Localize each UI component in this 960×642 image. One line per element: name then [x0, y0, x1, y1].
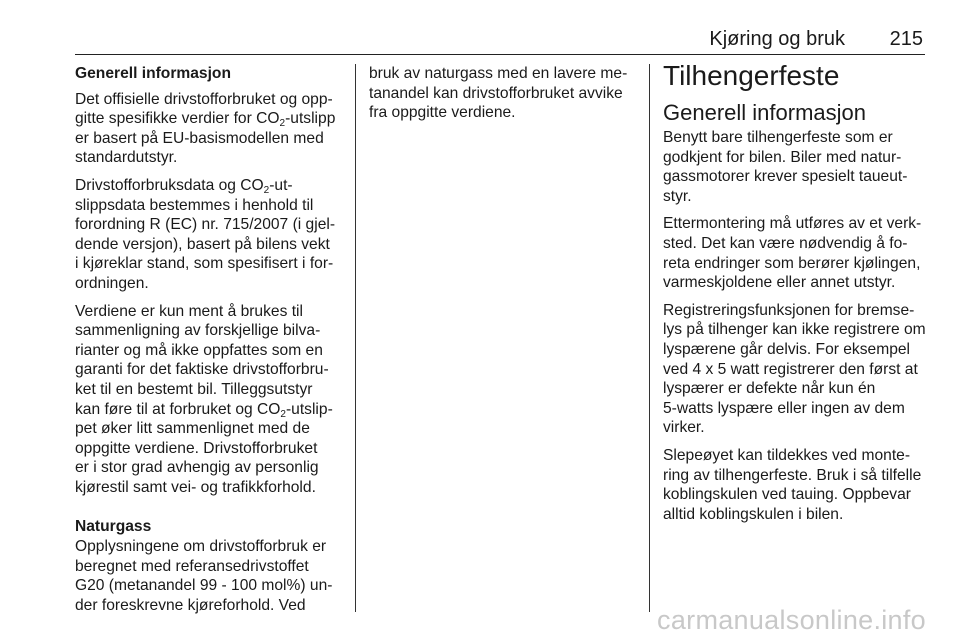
- paragraph-retrofit: Ettermontering må utføres av et verk- sted. Det kan være nødvendig å fo- reta endringer som berører kjølingen, varmeskjoldene eller annet utstyr.: [663, 215, 922, 292]
- paragraph-natural-gas: Opplysningene om drivstofforbruk er beregnet med referansedrivstoffet G20 (metanandel 99 - 100 mol%) un- der foreskrevne kjøreforhold. Ved: [75, 538, 333, 614]
- paragraph-consumption-data: Drivstofforbruksdata og $CO_2-ut-$ slippsdata bestemmes i henhold til forordning R (EC) nr. 715/2007 (i gjel- dende versjon), basert på bilens vekt i kjøreklar stand, som spesifisert i for- ordningen.: [75, 176, 336, 292]
- paragraph-values-comparison: Verdiene er kun ment å brukes til sammenligning av forskjellige bilva- rianter og må ikke oppfattes som en garanti for det faktiske drivstofforbru- ket til en bestemt bil. Tilleggsutstyr kan føre til at forbruket og $CO_2-utslip-$ pet øker litt sammenlignet med de oppgitte verdiene. Drivstofforbruket er i stor grad avhengig av personlig kjørestil samt vei- og trafikkforhold.: [75, 302, 333, 496]
- paragraph-approved-hitch: Benytt bare tilhengerfeste som er godkjent for bilen. Biler med natur- gassmotorer krever spesielt taueut- styr.: [663, 129, 908, 205]
- subheading-general-info: Generell informasjon: [663, 100, 866, 125]
- column-right: [663, 60, 928, 532]
- watermark-text: carmanualsonline.info: [657, 605, 926, 635]
- column-divider: [649, 64, 650, 612]
- paragraph-towing-eye: Slepeøyet kan tildekkes ved monte- ring av tilhengerfeste. Bruk i så tilfelle koblingskulen ved tauing. Oppbevar alltid koblingskulen i bilen.: [663, 446, 922, 523]
- paragraph-natural-gas-continued: bruk av naturgass med en lavere me- tanandel kan drivstofforbruket avvike fra oppgitte verdiene.: [369, 65, 628, 122]
- page-header: [75, 26, 925, 55]
- section-heading-trailer-hitch: Tilhengerfeste: [663, 60, 840, 91]
- page-number: 215: [889, 28, 923, 50]
- paragraph-official-consumption: Det offisielle drivstofforbruket og opp- gitte spesifikke verdier for $CO_2$-utslipp er basert på EU-basismodellen med standardutstyr.: [75, 90, 336, 167]
- column-middle: [369, 64, 637, 131]
- column-divider: [355, 64, 356, 612]
- heading-natural-gas: Naturgass: [75, 518, 152, 536]
- column-left: [75, 64, 343, 623]
- heading-general-info: Generell informasjon: [75, 65, 231, 82]
- section-title: Kjøring og bruk: [709, 28, 845, 50]
- paragraph-brake-lights: Registreringsfunksjonen for bremse- lys på tilhenger kan ikke registrere om lyspærene går delvis. For eksempel ved 4 x 5 watt registrerer den først at lyspærer er defekte når kun én 5-watts lyspære eller ingen av dem virker.: [663, 301, 926, 437]
